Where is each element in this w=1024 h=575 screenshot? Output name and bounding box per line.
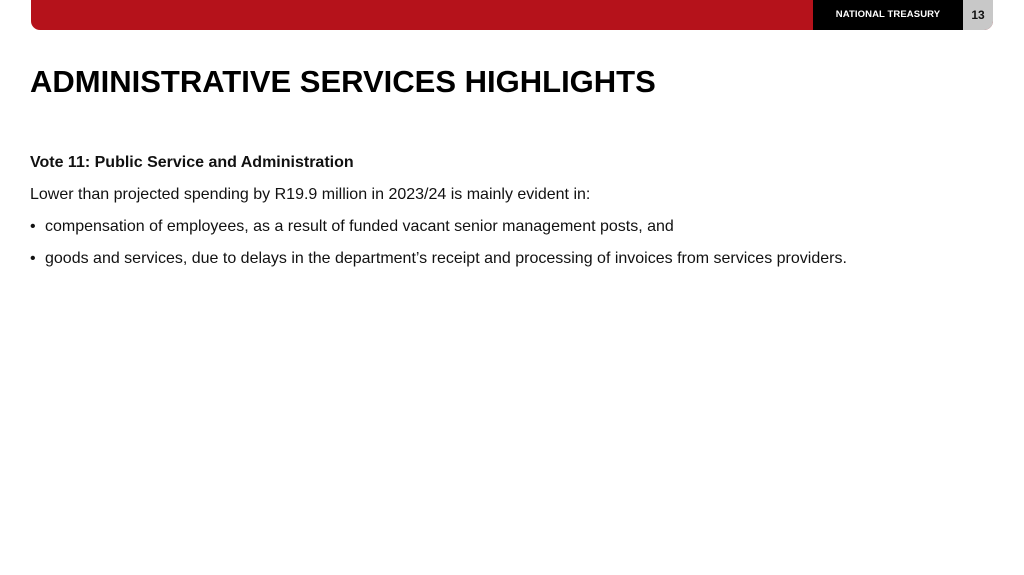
- bullet-text: compensation of employees, as a result of funded vacant senior management posts, and: [45, 218, 674, 235]
- bullet-dot-icon: •: [30, 250, 36, 267]
- bullet-list: [30, 216, 990, 270]
- bullet-item: [30, 216, 990, 238]
- bullet-text: goods and services, due to delays in the department’s receipt and processing of invoices from services providers.: [45, 250, 847, 267]
- intro-text: Lower than projected spending by R19.9 million in 2023/24 is mainly evident in:: [30, 186, 591, 203]
- slide-content: [30, 152, 990, 280]
- bullet-item: [30, 248, 990, 270]
- vote-subheading: Vote 11: Public Service and Administration: [30, 154, 354, 171]
- header-bar: [31, 0, 993, 30]
- page-number: 13: [963, 0, 993, 30]
- bullet-dot-icon: •: [30, 218, 36, 235]
- brand-label: NATIONAL TREASURY: [813, 0, 963, 30]
- page-title: ADMINISTRATIVE SERVICES HIGHLIGHTS: [30, 64, 656, 99]
